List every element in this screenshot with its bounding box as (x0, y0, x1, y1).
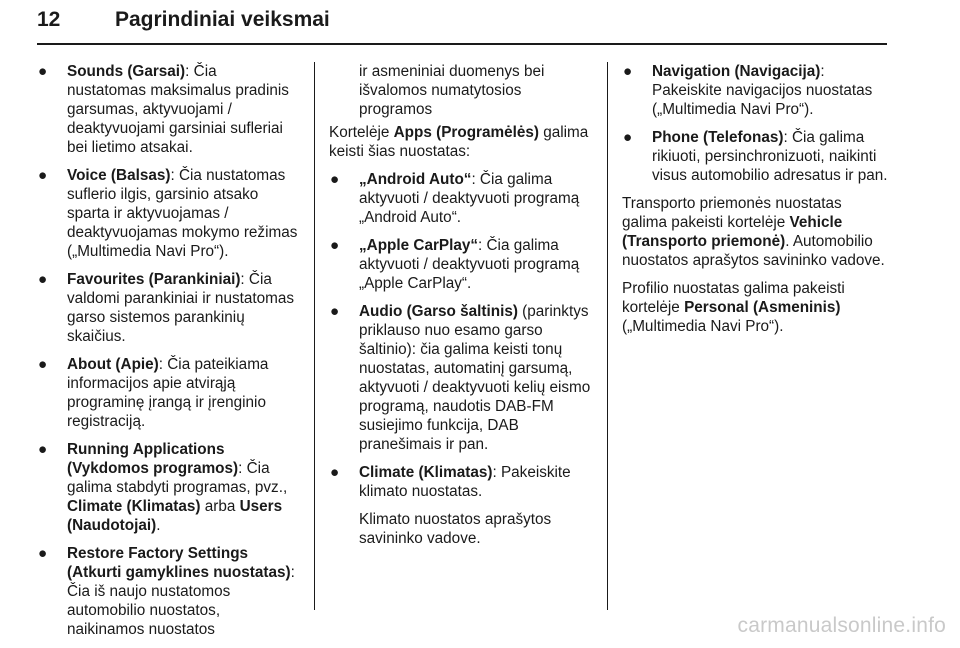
bullet-icon: ● (623, 129, 633, 146)
paragraph-text: Profilio nuostatas galima pakeisti kortelėje (622, 280, 845, 316)
intro-text: galima keisti šias nuostatas: (329, 124, 589, 160)
bullet-icon: ● (330, 171, 340, 188)
bullet-icon: ● (38, 545, 48, 562)
continuation-text (329, 62, 595, 119)
setting-text: : Čia galima aktyvuoti / deaktyvuoti programą „Android Auto“. (359, 171, 580, 226)
list-item (622, 62, 890, 119)
list-item (37, 440, 299, 535)
setting-text: : Čia nustatomas suflerio ilgis, garsinio atsako sparta ir aktyvuojamas / deaktyvuojamas mokymo režimas („Multimedia Navi Pro“). (67, 167, 298, 260)
setting-term: Voice (Balsas) (67, 167, 171, 184)
bullet-icon: ● (38, 63, 48, 80)
column-divider-2 (607, 62, 608, 610)
intro-term: Apps (Programėlės) (393, 124, 539, 141)
setting-text: : Čia galima rikiuoti, persinchronizuoti, naikinti visus automobilio adresatus ir pan. (652, 129, 888, 184)
setting-term: Running Applications (Vykdomos programos) (67, 441, 239, 477)
setting-text: arba (200, 498, 240, 515)
setting-text: : Čia valdomi parankiniai ir nustatomas garso sistemos parankinių skaičius. (67, 271, 295, 345)
watermark: carmanualsonline.info (737, 614, 946, 637)
list-item (329, 302, 595, 454)
continuation-span: ir asmeniniai duomenys bei išvalomos numatytosios programos (359, 63, 545, 118)
bullet-icon: ● (330, 303, 340, 320)
column-divider-1 (314, 62, 315, 610)
column-2 (329, 62, 595, 557)
list-item (37, 355, 299, 431)
list-item (329, 170, 595, 227)
setting-term: Audio (Garso šaltinis) (359, 303, 518, 320)
bullet-icon: ● (38, 441, 48, 458)
header-rule (37, 43, 887, 45)
page-title: Pagrindiniai veiksmai (115, 8, 330, 31)
list-item (329, 236, 595, 293)
setting-text: : Čia iš naujo nustatomos automobilio nuostatos, naikinamos nuostatos (67, 564, 295, 638)
list-item (622, 128, 890, 185)
setting-term: Sounds (Garsai) (67, 63, 186, 80)
list-item (37, 270, 299, 346)
bullet-icon: ● (623, 63, 633, 80)
bullet-icon: ● (38, 356, 48, 373)
page-number: 12 (37, 8, 61, 31)
paragraph-text: („Multimedia Navi Pro“). (622, 318, 784, 335)
setting-text: : Čia pateikiama informacijos apie atvirąją programinę įrangą ir įrenginio registraciją. (67, 356, 269, 430)
setting-term: Climate (Klimatas) (67, 498, 201, 515)
setting-term: „Apple CarPlay“ (359, 237, 479, 254)
sub-paragraph: Klimato nuostatos aprašytos savininko vadove. (359, 511, 552, 547)
column-3 (622, 62, 890, 345)
setting-term: Navigation (Navigacija) (652, 63, 821, 80)
setting-text: : Čia galima stabdyti programas, pvz., (67, 460, 288, 496)
setting-term: Users (Naudotojai) (67, 498, 283, 534)
setting-term: About (Apie) (67, 356, 159, 373)
setting-term: Climate (Klimatas) (359, 464, 493, 481)
list-item (37, 544, 299, 639)
bullet-icon: ● (38, 167, 48, 184)
setting-term: Restore Factory Settings (Atkurti gamyklines nuostatas) (67, 545, 291, 581)
paragraph-text: . Automobilio nuostatos aprašytos savininko vadove. (622, 233, 885, 269)
list-item (37, 62, 299, 157)
list-item (37, 166, 299, 261)
setting-text: : Čia galima aktyvuoti / deaktyvuoti programą „Apple CarPlay“. (359, 237, 580, 292)
bullet-icon: ● (38, 271, 48, 288)
paragraph-term: Vehicle (Transporto priemonė) (622, 214, 843, 250)
profile-paragraph (622, 279, 890, 336)
setting-text: . (156, 517, 161, 534)
bullet-icon: ● (330, 464, 340, 481)
paragraph-text: Transporto priemonės nuostatas galima pakeisti kortelėje (622, 195, 842, 231)
bullet-icon: ● (330, 237, 340, 254)
intro-paragraph (329, 123, 595, 161)
intro-text: Kortelėje (329, 124, 394, 141)
setting-text: (parinktys priklauso nuo esamo garso šaltinio): čia galima keisti tonų nuostatas, automatinį garsumą, aktyvuoti / deaktyvuoti kelių eismo programą, naudotis DAB-FM susiejimo funkcija, DAB pranešimais ir pan. (359, 303, 591, 453)
setting-text: : Pakeiskite klimato nuostatas. (359, 464, 571, 500)
column-1 (37, 62, 299, 648)
setting-term: Favourites (Parankiniai) (67, 271, 241, 288)
vehicle-paragraph (622, 194, 890, 270)
setting-term: „Android Auto“ (359, 171, 472, 188)
setting-text: : Pakeiskite navigacijos nuostatas („Multimedia Navi Pro“). (652, 63, 873, 118)
setting-term: Phone (Telefonas) (652, 129, 784, 146)
list-item (329, 463, 595, 548)
page-header (37, 4, 887, 42)
setting-text: : Čia nustatomas maksimalus pradinis garsumas, aktyvuojami / deaktyvuojami garsiniai sufleriai bei lietimo atsakai. (67, 63, 289, 156)
paragraph-term: Personal (Asmeninis) (684, 299, 841, 316)
